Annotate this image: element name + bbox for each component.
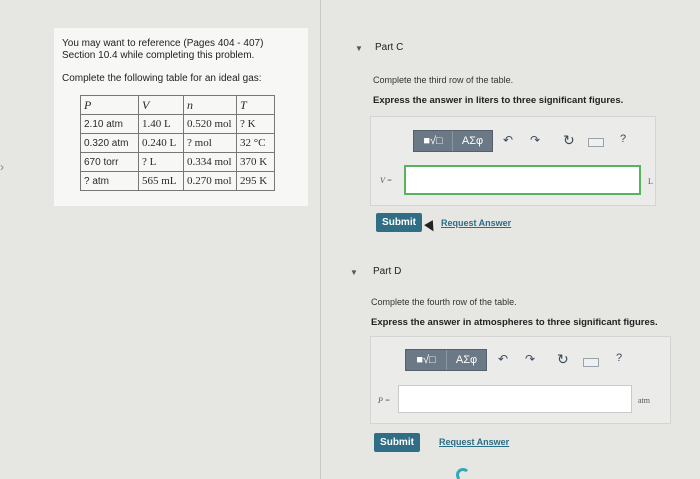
- part-c-answer-input[interactable]: [404, 165, 641, 195]
- table-cell: ? mol: [184, 134, 237, 153]
- header-n: n: [184, 96, 237, 115]
- part-d-variable-label: P =: [378, 396, 391, 405]
- part-d-toggle-icon[interactable]: ▼: [350, 268, 358, 277]
- table-cell: 295 K: [237, 172, 275, 191]
- table-cell: 670 torr: [81, 153, 139, 172]
- part-c-math-toolbar: [413, 130, 493, 152]
- table-row: [81, 172, 275, 191]
- templates-icon[interactable]: ■√□: [416, 354, 436, 366]
- templates-icon[interactable]: ■√□: [423, 135, 443, 147]
- part-c-request-answer-link[interactable]: Request Answer: [441, 218, 512, 228]
- table-row: [81, 153, 275, 172]
- part-d-title[interactable]: Part D: [373, 266, 402, 277]
- loading-spinner-icon: [456, 468, 470, 479]
- table-cell: 565 mL: [139, 172, 184, 191]
- reset-icon[interactable]: ↻: [557, 351, 569, 367]
- mouse-cursor-icon: [424, 220, 438, 234]
- table-cell: 32 °C: [237, 134, 275, 153]
- table-cell: ? atm: [81, 172, 139, 191]
- part-d-directive: Express the answer in atmospheres to three significant figures.: [371, 317, 658, 328]
- undo-icon[interactable]: ↶: [503, 133, 514, 147]
- keyboard-icon[interactable]: [588, 138, 604, 147]
- help-icon[interactable]: ?: [616, 352, 623, 364]
- table-cell: 0.520 mol: [184, 115, 237, 134]
- table-cell: 0.334 mol: [184, 153, 237, 172]
- reset-icon[interactable]: ↻: [563, 132, 575, 148]
- part-d-prompt: Complete the fourth row of the table.: [371, 297, 517, 307]
- table-cell: 0.270 mol: [184, 172, 237, 191]
- part-c-prompt: Complete the third row of the table.: [373, 75, 514, 85]
- part-d-unit: atm: [638, 396, 650, 405]
- table-instruction: Complete the following table for an ideal gas:: [62, 73, 262, 84]
- collapse-chevron-icon[interactable]: ›: [0, 160, 4, 174]
- part-d-math-toolbar: [405, 349, 487, 371]
- greek-symbols-button[interactable]: ΑΣφ: [452, 131, 492, 151]
- keyboard-icon[interactable]: [583, 358, 599, 367]
- table-header-row: [81, 96, 275, 115]
- part-c-directive: Express the answer in liters to three significant figures.: [373, 95, 624, 106]
- part-c-submit-button[interactable]: Submit: [376, 213, 422, 232]
- reference-note: You may want to reference (Pages 404 - 407) Section 10.4 while completing this problem.: [62, 38, 264, 61]
- redo-icon[interactable]: ↷: [530, 133, 541, 147]
- table-cell: ? K: [237, 115, 275, 134]
- part-d-request-answer-link[interactable]: Request Answer: [439, 437, 510, 447]
- part-c-toggle-icon[interactable]: ▼: [355, 44, 363, 53]
- greek-symbols-button[interactable]: ΑΣφ: [446, 350, 486, 370]
- redo-icon[interactable]: ↷: [525, 352, 536, 366]
- ideal-gas-table: [80, 95, 275, 191]
- header-v: V: [139, 96, 184, 115]
- part-d-submit-button[interactable]: Submit: [374, 433, 420, 452]
- table-cell: 0.320 atm: [81, 134, 139, 153]
- part-c-variable-label: V =: [380, 176, 393, 185]
- table-cell: 2.10 atm: [81, 115, 139, 134]
- header-p: P: [81, 96, 139, 115]
- table-cell: 1.40 L: [139, 115, 184, 134]
- part-c-title[interactable]: Part C: [375, 42, 404, 53]
- header-t: T: [237, 96, 275, 115]
- problem-panel: [54, 28, 308, 206]
- table-cell: 0.240 L: [139, 134, 184, 153]
- table-cell: ? L: [139, 153, 184, 172]
- table-cell: 370 K: [237, 153, 275, 172]
- column-divider: [320, 0, 321, 479]
- table-row: [81, 115, 275, 134]
- help-icon[interactable]: ?: [620, 133, 627, 145]
- part-d-answer-input[interactable]: [398, 385, 632, 413]
- table-row: [81, 134, 275, 153]
- part-c-unit: L: [648, 177, 653, 186]
- undo-icon[interactable]: ↶: [498, 352, 509, 366]
